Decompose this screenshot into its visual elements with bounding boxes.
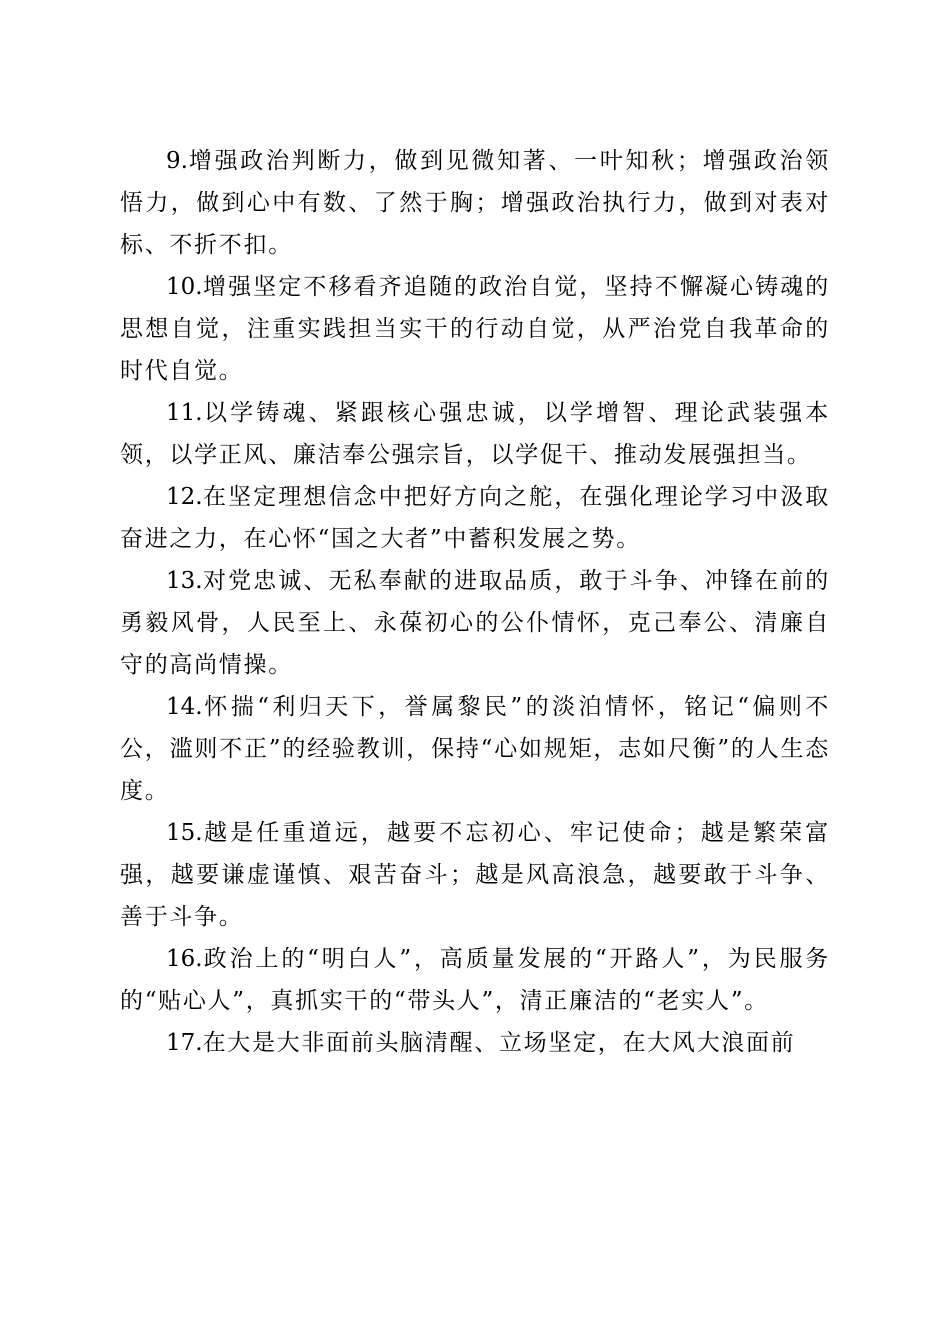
paragraph-number: 15. (166, 820, 203, 846)
paragraph-number: 14. (166, 694, 203, 720)
paragraph-10 (120, 266, 830, 392)
paragraph-text: 在坚定理想信念中把好方向之舵，在强化理论学习中汲取奋进之力，在心怀“国之大者”中蓄积发展之势。 (120, 484, 830, 552)
paragraph-text: 增强政治判断力，做到见微知著、一叶知秋；增强政治领悟力，做到心中有数、了然于胸；增强政治执行力，做到对表对标、不折不扣。 (120, 148, 830, 258)
paragraph-9 (120, 140, 830, 266)
paragraph-number: 11. (166, 400, 203, 426)
paragraph-14 (120, 686, 830, 812)
paragraph-number: 9. (166, 148, 188, 174)
paragraph-text: 对党忠诚、无私奉献的进取品质，敢于斗争、冲锋在前的勇毅风骨，人民至上、永葆初心的公仆情怀，克己奉公、清廉自守的高尚情操。 (120, 568, 830, 678)
paragraph-number: 10. (166, 274, 203, 300)
paragraph-text: 政治上的“明白人”，高质量发展的“开路人”，为民服务的“贴心人”，真抓实干的“带头人”，清正廉洁的“老实人”。 (120, 946, 830, 1014)
paragraph-text: 怀揣“利归天下，誉属黎民”的淡泊情怀，铭记“偏则不公，滥则不正”的经验教训，保持“心如规矩，志如尺衡”的人生态度。 (120, 694, 830, 804)
paragraph-text: 以学铸魂、紧跟核心强忠诚，以学增智、理论武装强本领，以学正风、廉洁奉公强宗旨，以学促干、推动发展强担当。 (120, 400, 830, 468)
paragraph-16 (120, 938, 830, 1022)
paragraph-number: 16. (166, 946, 203, 972)
paragraph-15 (120, 812, 830, 938)
paragraph-number: 13. (166, 568, 203, 594)
paragraph-17 (120, 1022, 830, 1064)
paragraph-12 (120, 476, 830, 560)
paragraph-text: 越是任重道远，越要不忘初心、牢记使命；越是繁荣富强，越要谦虚谨慎、艰苦奋斗；越是风高浪急，越要敢于斗争、善于斗争。 (120, 820, 830, 930)
paragraph-text: 在大是大非面前头脑清醒、立场坚定，在大风大浪面前 (202, 1030, 796, 1056)
paragraph-number: 12. (166, 484, 203, 510)
paragraph-number: 17. (166, 1030, 203, 1056)
paragraph-11 (120, 392, 830, 476)
paragraph-text: 增强坚定不移看齐追随的政治自觉，坚持不懈凝心铸魂的思想自觉，注重实践担当实干的行动自觉，从严治党自我革命的时代自觉。 (120, 274, 830, 384)
paragraph-13 (120, 560, 830, 686)
